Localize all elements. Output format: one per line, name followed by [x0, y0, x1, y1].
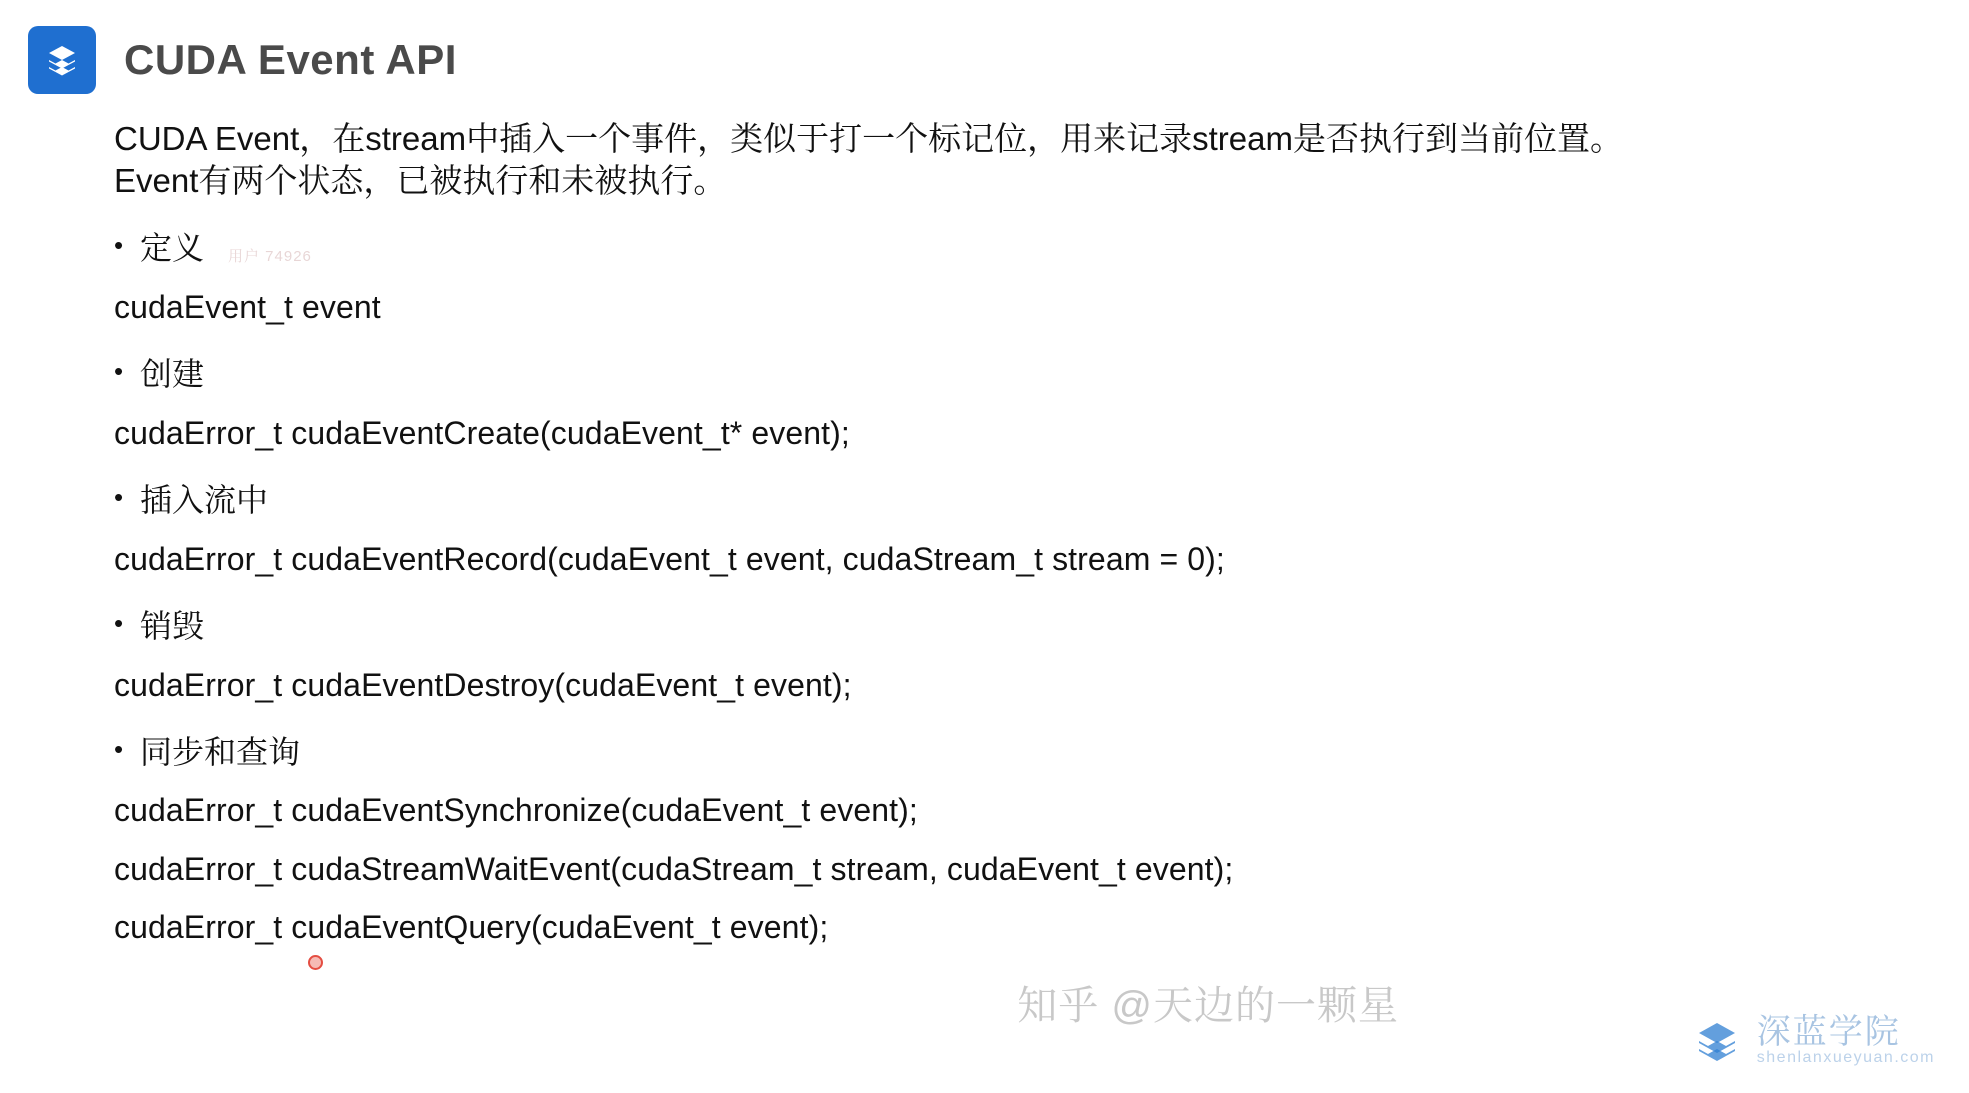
page-title: CUDA Event API — [124, 36, 457, 83]
bullet-label-define: 定义 — [140, 230, 205, 267]
brand-name-cn: 深蓝学院 — [1756, 1012, 1901, 1051]
code-line-create-0: cudaError_t cudaEventCreate(cudaEvent_t* event); — [114, 414, 850, 451]
code-line-define-0: cudaEvent_t event — [114, 289, 381, 326]
code-line-record-0: cudaError_t cudaEventRecord(cudaEvent_t event, cudaStream_t stream = 0); — [114, 540, 1225, 577]
code-line-sync-1: cudaError_t cudaStreamWaitEvent(cudaStream_t stream, cudaEvent_t event); — [114, 850, 1234, 887]
brand-name-en: shenlanxueyuan.com — [1756, 1049, 1935, 1067]
layers-logo-icon — [28, 26, 96, 94]
list-item — [114, 732, 1909, 774]
bullet-marker-icon: • — [114, 482, 124, 513]
bullet-label-sync-query: 同步和查询 — [140, 733, 301, 770]
slide-header — [28, 26, 457, 94]
code-line-destroy-0: cudaError_t cudaEventDestroy(cudaEvent_t event); — [114, 666, 852, 703]
list-item — [114, 480, 1909, 522]
bullet-label-destroy: 销毁 — [140, 607, 205, 644]
bullet-label-record: 插入流中 — [140, 482, 269, 519]
brand-watermark — [1689, 1013, 1935, 1069]
bullet-label-create: 创建 — [140, 356, 205, 393]
bullet-marker-icon: • — [114, 607, 124, 638]
zhihu-watermark: 知乎 @天边的一颗星 — [1017, 984, 1399, 1028]
bullet-marker-icon: • — [114, 733, 124, 764]
list-item — [114, 606, 1909, 648]
list-item — [114, 228, 1909, 270]
red-dot-marker-icon — [308, 955, 323, 970]
bullet-marker-icon: • — [114, 356, 124, 387]
code-line-sync-0: cudaError_t cudaEventSynchronize(cudaEvent_t event); — [114, 792, 918, 829]
list-item — [114, 354, 1909, 396]
slide-body — [114, 118, 1909, 960]
intro-paragraph: CUDA Event，在stream中插入一个事件，类似于打一个标记位，用来记录stream是否执行到当前位置。Event有两个状态，已被执行和未被执行。 — [114, 120, 1623, 200]
code-line-sync-2: cudaError_t cudaEventQuery(cudaEvent_t event); — [114, 908, 829, 945]
shenlan-logo-icon — [1689, 1013, 1745, 1069]
bullet-marker-icon: • — [114, 230, 124, 261]
faint-user-watermark: 用户 74926 — [228, 248, 312, 265]
